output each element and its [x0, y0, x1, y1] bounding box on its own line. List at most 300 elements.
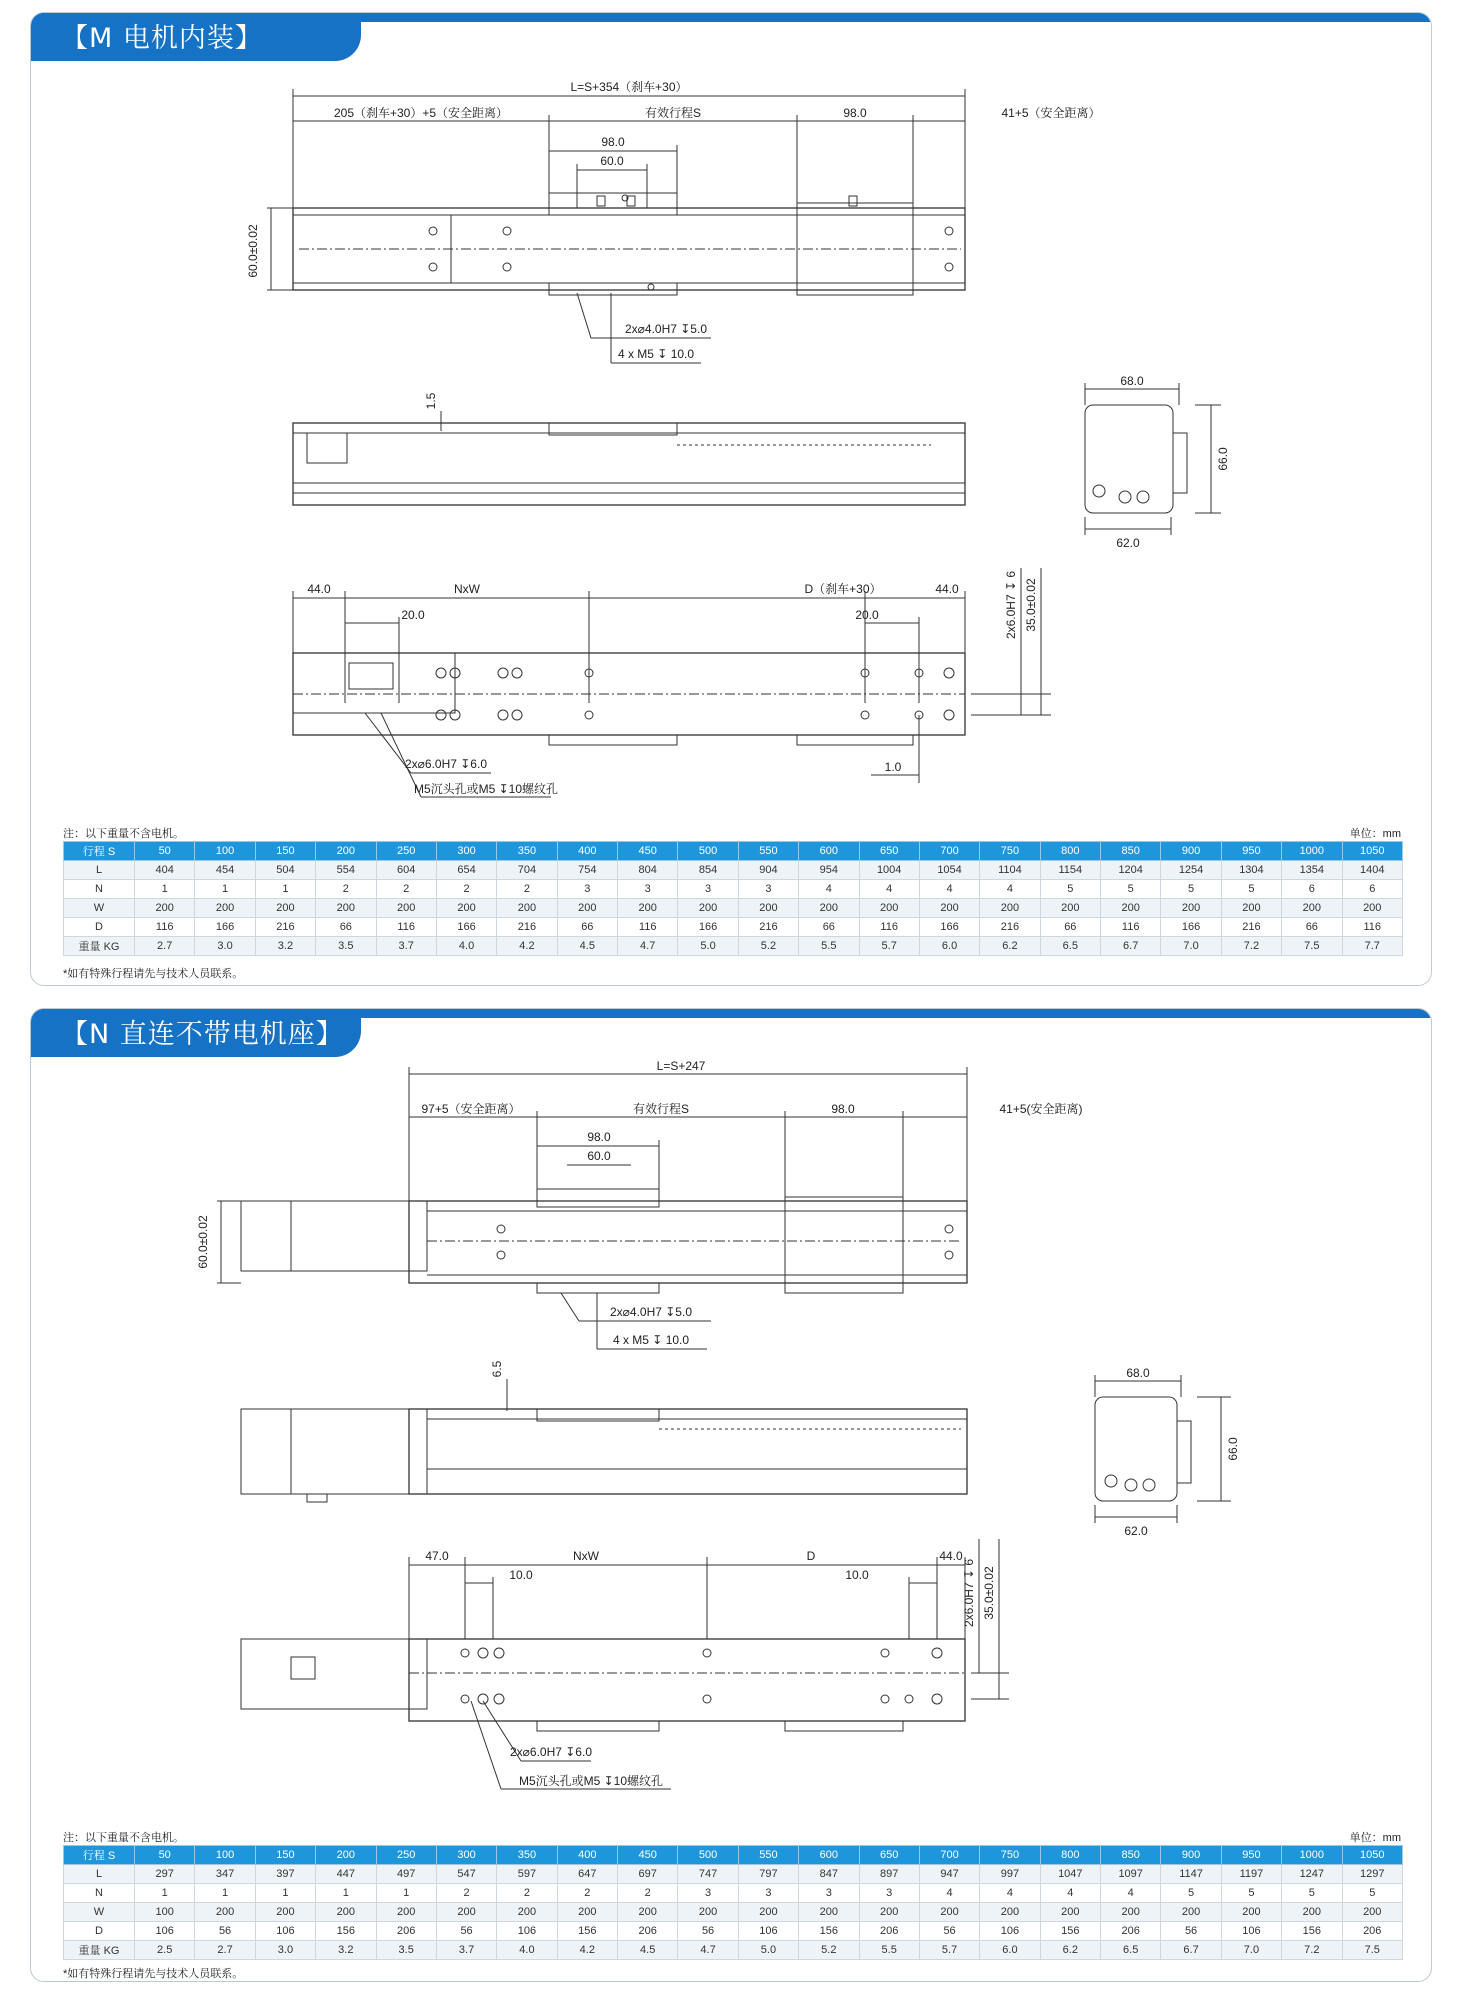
- spec-cell: 56: [678, 1922, 738, 1941]
- spec-cell: 206: [1101, 1922, 1161, 1941]
- n-dim-bottom-10a: 10.0: [509, 1568, 533, 1582]
- spec-cell: 1197: [1221, 1865, 1281, 1884]
- spec-cell: 3: [618, 880, 678, 899]
- spec-cell: 156: [1282, 1922, 1342, 1941]
- spec-cell: 3: [738, 1884, 798, 1903]
- spec-cell: 6.7: [1161, 1941, 1221, 1960]
- spec-header-cell: 850: [1101, 842, 1161, 861]
- spec-cell: 5: [1221, 1884, 1281, 1903]
- spec-cell: 200: [1342, 1903, 1403, 1922]
- spec-cell: 5: [1282, 1884, 1342, 1903]
- spec-row-label: W: [64, 899, 135, 918]
- spec-cell: 200: [1221, 1903, 1281, 1922]
- spec-cell: 200: [980, 1903, 1040, 1922]
- spec-cell: 1: [316, 1884, 376, 1903]
- spec-cell: 200: [980, 899, 1040, 918]
- spec-cell: 166: [195, 918, 255, 937]
- section-m-panel: [30, 12, 1432, 986]
- spec-cell: 5.0: [678, 937, 738, 956]
- spec-row: [64, 1922, 1403, 1941]
- spec-cell: 106: [497, 1922, 557, 1941]
- spec-cell: 1104: [980, 861, 1040, 880]
- spec-cell: 2.5: [135, 1941, 195, 1960]
- spec-row: [64, 937, 1403, 956]
- spec-cell: 704: [497, 861, 557, 880]
- spec-cell: 200: [1161, 1903, 1221, 1922]
- spec-cell: 6: [1282, 880, 1342, 899]
- spec-cell: 106: [255, 1922, 315, 1941]
- spec-cell: 5.5: [859, 1941, 919, 1960]
- spec-cell: 200: [1282, 1903, 1342, 1922]
- spec-cell: 1: [255, 1884, 315, 1903]
- spec-row: [64, 1903, 1403, 1922]
- spec-cell: 4.0: [497, 1941, 557, 1960]
- spec-cell: 200: [195, 1903, 255, 1922]
- spec-cell: 4: [980, 880, 1040, 899]
- spec-header-cell: 600: [799, 842, 859, 861]
- spec-cell: 3.2: [255, 937, 315, 956]
- spec-cell: 200: [1101, 1903, 1161, 1922]
- spec-cell: 5.7: [919, 1941, 979, 1960]
- m-dim-bottom-20b: 20.0: [855, 608, 879, 622]
- spec-header-cell: 1000: [1282, 842, 1342, 861]
- spec-cell: 3: [557, 880, 617, 899]
- n-dim-bottom-screw: M5沉头孔或M5 ↧10螺纹孔: [518, 1774, 664, 1788]
- spec-header-label: 行程 S: [64, 842, 135, 861]
- spec-cell: 6.2: [980, 937, 1040, 956]
- n-dim-side-offset: 6.5: [490, 1360, 504, 1378]
- spec-cell: 216: [738, 918, 798, 937]
- n-dim-end-h: 66.0: [1226, 1437, 1240, 1461]
- spec-cell: 5: [1161, 880, 1221, 899]
- m-dim-bottom-35: 35.0±0.02: [1024, 578, 1038, 632]
- spec-cell: 1047: [1040, 1865, 1100, 1884]
- spec-cell: 200: [255, 1903, 315, 1922]
- spec-cell: 347: [195, 1865, 255, 1884]
- spec-header-cell: 450: [618, 842, 678, 861]
- spec-header-cell: 600: [799, 1846, 859, 1865]
- spec-cell: 166: [919, 918, 979, 937]
- spec-cell: 997: [980, 1865, 1040, 1884]
- spec-cell: 6.0: [919, 937, 979, 956]
- spec-cell: 200: [738, 899, 798, 918]
- spec-cell: 404: [135, 861, 195, 880]
- n-dim-slider-w: 98.0: [587, 1130, 611, 1144]
- spec-cell: 2: [436, 880, 496, 899]
- spec-cell: 6.5: [1101, 1941, 1161, 1960]
- spec-cell: 854: [678, 861, 738, 880]
- spec-cell: 1204: [1101, 861, 1161, 880]
- spec-cell: 654: [436, 861, 496, 880]
- spec-row: [64, 1884, 1403, 1903]
- spec-cell: 3.7: [436, 1941, 496, 1960]
- spec-header-label: 行程 S: [64, 1846, 135, 1865]
- spec-cell: 1: [195, 880, 255, 899]
- m-dim-slider-w: 98.0: [601, 135, 625, 149]
- spec-header-cell: 450: [618, 1846, 678, 1865]
- spec-header-cell: 700: [919, 842, 979, 861]
- spec-header-cell: 1050: [1342, 1846, 1403, 1865]
- spec-cell: 200: [919, 1903, 979, 1922]
- n-dim-end-w: 68.0: [1126, 1366, 1150, 1380]
- spec-cell: 504: [255, 861, 315, 880]
- spec-cell: 156: [1040, 1922, 1100, 1941]
- spec-header-cell: 100: [195, 842, 255, 861]
- m-dim-bottom-nxw: NxW: [454, 582, 480, 596]
- spec-cell: 66: [1040, 918, 1100, 937]
- spec-cell: 497: [376, 1865, 436, 1884]
- spec-cell: 1404: [1342, 861, 1403, 880]
- m-dim-slider-inner: 60.0: [600, 154, 624, 168]
- m-dim-right-end: 41+5（安全距离）: [1001, 106, 1101, 120]
- spec-cell: 5: [1101, 880, 1161, 899]
- spec-cell: 4: [980, 1884, 1040, 1903]
- spec-cell: 216: [497, 918, 557, 937]
- spec-cell: 66: [799, 918, 859, 937]
- spec-header-row: [64, 842, 1403, 861]
- m-dim-end-w: 68.0: [1120, 374, 1144, 388]
- spec-cell: 797: [738, 1865, 798, 1884]
- spec-row: [64, 1941, 1403, 1960]
- spec-cell: 947: [919, 1865, 979, 1884]
- spec-cell: 4.5: [618, 1941, 678, 1960]
- spec-row-label: 重量 KG: [64, 1941, 135, 1960]
- m-dim-bottom-20a: 20.0: [401, 608, 425, 622]
- spec-cell: 3: [799, 1884, 859, 1903]
- spec-cell: 954: [799, 861, 859, 880]
- spec-cell: 2: [497, 880, 557, 899]
- spec-cell: 206: [1342, 1922, 1403, 1941]
- spec-cell: 156: [316, 1922, 376, 1941]
- spec-cell: 200: [738, 1903, 798, 1922]
- spec-cell: 106: [980, 1922, 1040, 1941]
- spec-cell: 200: [1101, 899, 1161, 918]
- spec-cell: 200: [859, 1903, 919, 1922]
- spec-cell: 200: [135, 899, 195, 918]
- spec-cell: 4.7: [618, 937, 678, 956]
- spec-header-cell: 250: [376, 842, 436, 861]
- spec-cell: 200: [557, 899, 617, 918]
- spec-cell: 4: [799, 880, 859, 899]
- spec-cell: 56: [1161, 1922, 1221, 1941]
- spec-cell: 4.7: [678, 1941, 738, 1960]
- spec-cell: 647: [557, 1865, 617, 1884]
- spec-row: [64, 899, 1403, 918]
- spec-cell: 747: [678, 1865, 738, 1884]
- spec-cell: 1054: [919, 861, 979, 880]
- section-m-note: 注：以下重量不含电机。: [63, 828, 184, 840]
- spec-header-cell: 100: [195, 1846, 255, 1865]
- spec-cell: 7.2: [1221, 937, 1281, 956]
- spec-row-label: L: [64, 1865, 135, 1884]
- spec-cell: 66: [1282, 918, 1342, 937]
- section-n-note: 注：以下重量不含电机。: [63, 1832, 184, 1844]
- spec-cell: 200: [316, 899, 376, 918]
- m-dim-bottom-d: D（刹车+30）: [804, 582, 882, 596]
- spec-row: [64, 880, 1403, 899]
- n-dim-total: L=S+247: [656, 1059, 706, 1073]
- spec-cell: 200: [255, 899, 315, 918]
- spec-cell: 597: [497, 1865, 557, 1884]
- spec-cell: 206: [618, 1922, 678, 1941]
- spec-cell: 5: [1342, 1884, 1403, 1903]
- spec-cell: 7.5: [1282, 937, 1342, 956]
- spec-cell: 56: [436, 1922, 496, 1941]
- spec-cell: 116: [1342, 918, 1403, 937]
- spec-header-cell: 1000: [1282, 1846, 1342, 1865]
- spec-cell: 754: [557, 861, 617, 880]
- n-dim-stroke: 有效行程S: [632, 1102, 690, 1116]
- spec-cell: 66: [557, 918, 617, 937]
- n-dim-pin-hole: 2x⌀4.0H7 ↧5.0: [610, 1305, 692, 1319]
- spec-row-label: D: [64, 1922, 135, 1941]
- spec-cell: 200: [1161, 899, 1221, 918]
- spec-cell: 3: [678, 1884, 738, 1903]
- spec-cell: 6.5: [1040, 937, 1100, 956]
- n-dim-bottom-right: 44.0: [939, 1549, 963, 1563]
- spec-cell: 904: [738, 861, 798, 880]
- n-dim-bottom-left: 47.0: [425, 1549, 449, 1563]
- spec-header-cell: 300: [436, 1846, 496, 1865]
- m-dim-bottom-screw: M5沉头孔或M5 ↧10螺纹孔: [413, 782, 559, 796]
- spec-cell: 5: [1161, 1884, 1221, 1903]
- spec-cell: 4: [919, 1884, 979, 1903]
- spec-cell: 4: [1040, 1884, 1100, 1903]
- spec-header-cell: 700: [919, 1846, 979, 1865]
- spec-row-label: L: [64, 861, 135, 880]
- m-dim-carriage: 98.0: [843, 106, 867, 120]
- spec-header-cell: 400: [557, 842, 617, 861]
- section-n-panel: [30, 1008, 1432, 1982]
- spec-cell: 4.2: [557, 1941, 617, 1960]
- spec-cell: 116: [618, 918, 678, 937]
- spec-header-cell: 750: [980, 842, 1040, 861]
- spec-header-cell: 50: [135, 842, 195, 861]
- m-dim-bottom-1: 1.0: [884, 760, 902, 774]
- spec-cell: 4: [919, 880, 979, 899]
- n-dim-bottom-d: D: [806, 1549, 816, 1563]
- spec-header-cell: 350: [497, 1846, 557, 1865]
- spec-header-cell: 150: [255, 842, 315, 861]
- spec-cell: 3: [859, 1884, 919, 1903]
- spec-cell: 297: [135, 1865, 195, 1884]
- spec-row-label: N: [64, 1884, 135, 1903]
- spec-header-cell: 550: [738, 1846, 798, 1865]
- spec-cell: 56: [919, 1922, 979, 1941]
- spec-row: [64, 918, 1403, 937]
- spec-header-cell: 800: [1040, 1846, 1100, 1865]
- spec-header-cell: 150: [255, 1846, 315, 1865]
- spec-cell: 200: [557, 1903, 617, 1922]
- spec-cell: 200: [1342, 899, 1403, 918]
- spec-cell: 4.2: [497, 937, 557, 956]
- spec-cell: 206: [859, 1922, 919, 1941]
- spec-cell: 116: [859, 918, 919, 937]
- spec-cell: 3: [738, 880, 798, 899]
- spec-cell: 6.2: [1040, 1941, 1100, 1960]
- spec-cell: 1: [135, 1884, 195, 1903]
- section-n-drawing: [31, 1009, 1431, 1829]
- spec-header-cell: 950: [1221, 842, 1281, 861]
- spec-cell: 7.0: [1221, 1941, 1281, 1960]
- spec-cell: 3.0: [255, 1941, 315, 1960]
- spec-cell: 397: [255, 1865, 315, 1884]
- spec-cell: 116: [1101, 918, 1161, 937]
- spec-cell: 200: [1040, 899, 1100, 918]
- n-dim-bottom-pin: 2x6.0H7 ↧ 6: [962, 1558, 976, 1628]
- spec-cell: 106: [135, 1922, 195, 1941]
- spec-header-cell: 350: [497, 842, 557, 861]
- spec-cell: 56: [195, 1922, 255, 1941]
- spec-header-cell: 1050: [1342, 842, 1403, 861]
- spec-cell: 847: [799, 1865, 859, 1884]
- m-dim-bottom-right: 44.0: [935, 582, 959, 596]
- m-dim-stroke: 有效行程S: [644, 106, 702, 120]
- spec-cell: 200: [497, 899, 557, 918]
- spec-header-cell: 950: [1221, 1846, 1281, 1865]
- spec-header-cell: 650: [859, 842, 919, 861]
- spec-cell: 604: [376, 861, 436, 880]
- m-dim-bottom-left: 44.0: [307, 582, 331, 596]
- section-n-footnote: *如有特殊行程请先与技术人员联系。: [63, 1968, 244, 1980]
- spec-cell: 6: [1342, 880, 1403, 899]
- m-dim-pin-hole: 2x⌀4.0H7 ↧5.0: [625, 322, 707, 336]
- spec-cell: 7.0: [1161, 937, 1221, 956]
- spec-cell: 3.5: [376, 1941, 436, 1960]
- m-dim-end-h: 66.0: [1216, 447, 1230, 471]
- spec-header-cell: 650: [859, 1846, 919, 1865]
- spec-cell: 66: [316, 918, 376, 937]
- n-dim-bottom-hole: 2x⌀6.0H7 ↧6.0: [510, 1745, 592, 1759]
- n-dim-carriage: 98.0: [831, 1102, 855, 1116]
- m-dim-bottom-pin: 2x6.0H7 ↧ 6: [1004, 570, 1018, 640]
- spec-cell: 5: [1221, 880, 1281, 899]
- m-dim-bottom-hole: 2x⌀6.0H7 ↧6.0: [405, 757, 487, 771]
- spec-header-cell: 50: [135, 1846, 195, 1865]
- spec-cell: 200: [799, 1903, 859, 1922]
- spec-cell: 1247: [1282, 1865, 1342, 1884]
- spec-cell: 200: [436, 899, 496, 918]
- spec-header-cell: 500: [678, 842, 738, 861]
- spec-cell: 7.2: [1282, 1941, 1342, 1960]
- m-dim-height: 60.0±0.02: [246, 224, 260, 278]
- m-dim-side-offset: 1.5: [424, 392, 438, 410]
- n-dim-right-end: 41+5(安全距离): [999, 1102, 1083, 1116]
- spec-cell: 200: [376, 899, 436, 918]
- n-dim-slider-inner: 60.0: [587, 1149, 611, 1163]
- spec-cell: 1254: [1161, 861, 1221, 880]
- spec-cell: 116: [376, 918, 436, 937]
- spec-header-cell: 300: [436, 842, 496, 861]
- spec-cell: 3: [678, 880, 738, 899]
- spec-cell: 100: [135, 1903, 195, 1922]
- spec-header-cell: 750: [980, 1846, 1040, 1865]
- spec-cell: 106: [738, 1922, 798, 1941]
- m-dim-end-base: 62.0: [1116, 536, 1140, 550]
- spec-cell: 804: [618, 861, 678, 880]
- spec-cell: 200: [376, 1903, 436, 1922]
- section-m-drawing: [31, 13, 1431, 833]
- spec-cell: 547: [436, 1865, 496, 1884]
- n-dim-height: 60.0±0.02: [196, 1215, 210, 1269]
- spec-cell: 2: [557, 1884, 617, 1903]
- spec-cell: 2: [436, 1884, 496, 1903]
- spec-cell: 2: [497, 1884, 557, 1903]
- spec-cell: 200: [316, 1903, 376, 1922]
- spec-cell: 200: [1221, 899, 1281, 918]
- spec-cell: 156: [799, 1922, 859, 1941]
- spec-cell: 1354: [1282, 861, 1342, 880]
- spec-cell: 216: [1221, 918, 1281, 937]
- spec-cell: 166: [1161, 918, 1221, 937]
- spec-cell: 1: [376, 1884, 436, 1903]
- spec-cell: 200: [799, 899, 859, 918]
- spec-cell: 156: [557, 1922, 617, 1941]
- spec-cell: 200: [678, 899, 738, 918]
- spec-cell: 1154: [1040, 861, 1100, 880]
- spec-cell: 2: [316, 880, 376, 899]
- spec-cell: 2.7: [135, 937, 195, 956]
- spec-cell: 6.0: [980, 1941, 1040, 1960]
- spec-row: [64, 1865, 1403, 1884]
- spec-cell: 4.5: [557, 937, 617, 956]
- spec-cell: 206: [376, 1922, 436, 1941]
- spec-cell: 200: [195, 899, 255, 918]
- spec-row-label: 重量 KG: [64, 937, 135, 956]
- spec-row-label: D: [64, 918, 135, 937]
- spec-cell: 200: [1040, 1903, 1100, 1922]
- spec-cell: 7.5: [1342, 1941, 1403, 1960]
- spec-cell: 447: [316, 1865, 376, 1884]
- spec-cell: 106: [1221, 1922, 1281, 1941]
- spec-cell: 1097: [1101, 1865, 1161, 1884]
- spec-cell: 4.0: [436, 937, 496, 956]
- spec-cell: 1: [135, 880, 195, 899]
- spec-cell: 3.7: [376, 937, 436, 956]
- section-n-title: 【N 直连不带电机座】: [31, 1009, 361, 1057]
- spec-header-cell: 400: [557, 1846, 617, 1865]
- spec-cell: 1: [255, 880, 315, 899]
- spec-cell: 216: [255, 918, 315, 937]
- spec-cell: 3.0: [195, 937, 255, 956]
- spec-cell: 200: [436, 1903, 496, 1922]
- n-dim-tap-hole: 4 x M5 ↧ 10.0: [612, 1333, 690, 1347]
- spec-cell: 216: [980, 918, 1040, 937]
- spec-cell: 200: [919, 899, 979, 918]
- spec-cell: 3.2: [316, 1941, 376, 1960]
- section-n-unit: 单位：mm: [1349, 1832, 1401, 1844]
- section-m-spec-table: [63, 841, 1403, 956]
- spec-cell: 3.5: [316, 937, 376, 956]
- spec-cell: 200: [1282, 899, 1342, 918]
- spec-cell: 5.7: [859, 937, 919, 956]
- spec-header-cell: 850: [1101, 1846, 1161, 1865]
- spec-cell: 4: [1101, 1884, 1161, 1903]
- spec-header-cell: 200: [316, 842, 376, 861]
- spec-cell: 200: [618, 1903, 678, 1922]
- n-dim-bottom-35: 35.0±0.02: [982, 1566, 996, 1620]
- spec-cell: 1304: [1221, 861, 1281, 880]
- spec-cell: 7.7: [1342, 937, 1403, 956]
- spec-cell: 1004: [859, 861, 919, 880]
- spec-header-cell: 800: [1040, 842, 1100, 861]
- n-dim-left-seg: 97+5（安全距离）: [421, 1102, 521, 1116]
- n-dim-end-base: 62.0: [1124, 1524, 1148, 1538]
- spec-cell: 5: [1040, 880, 1100, 899]
- section-n-spec-table: [63, 1845, 1403, 1960]
- spec-cell: 4: [859, 880, 919, 899]
- spec-cell: 697: [618, 1865, 678, 1884]
